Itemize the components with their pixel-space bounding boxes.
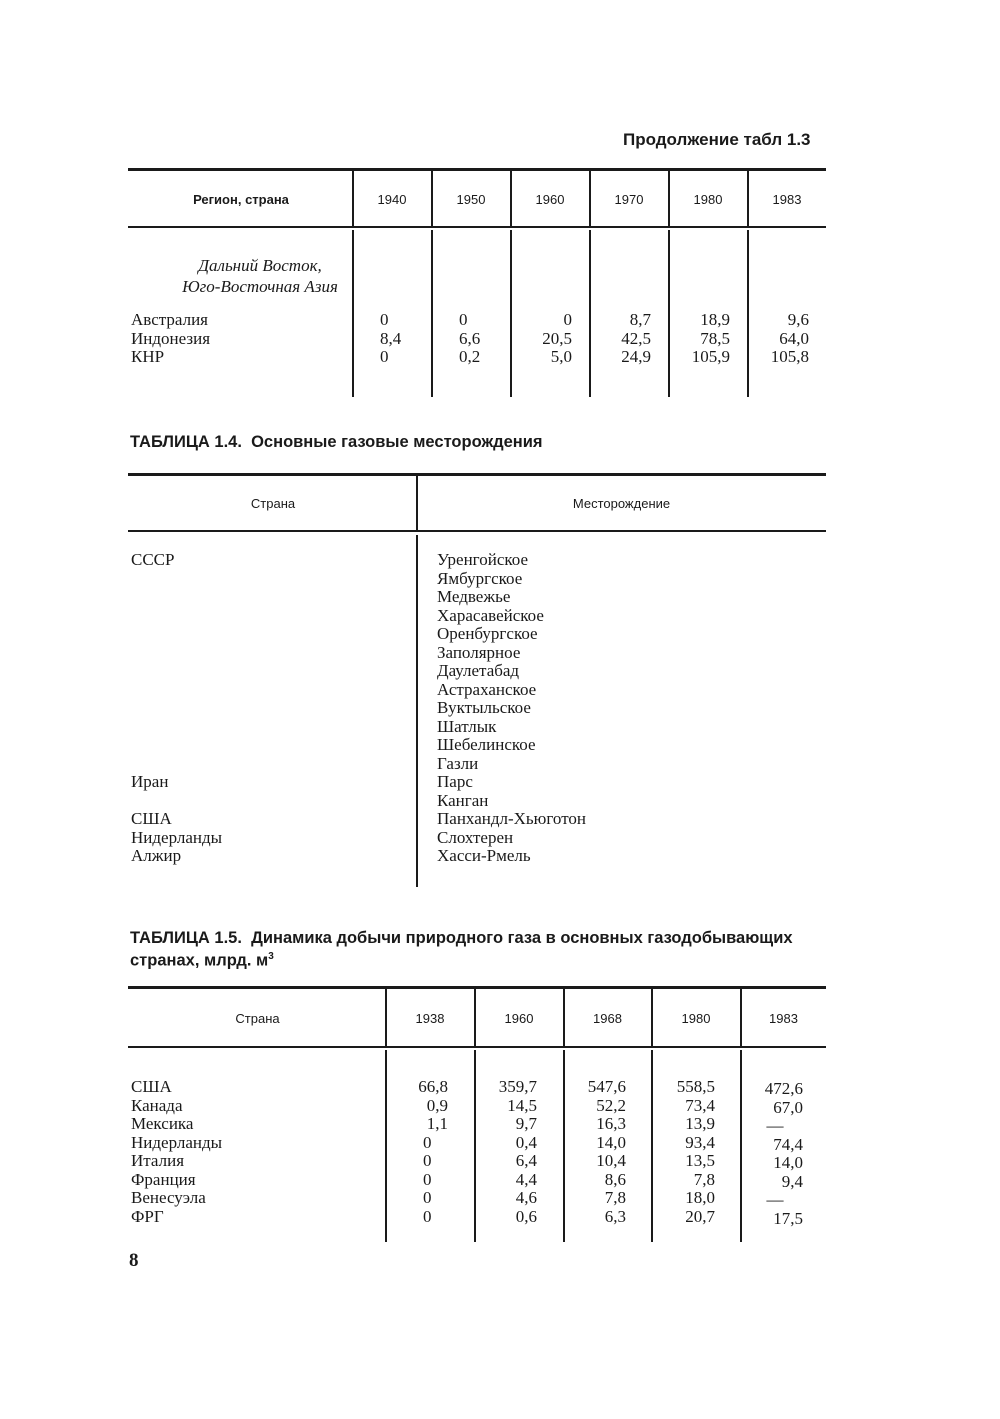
table14-vline (416, 535, 418, 887)
table14-country: США (131, 809, 172, 828)
table13-cell: 0 (380, 347, 389, 366)
table14-field: Даулетабад (437, 661, 520, 680)
table15-cell: 0,4 (515, 1132, 537, 1152)
table14-caption-label: ТАБЛИЦА 1.4. (130, 433, 242, 451)
table14-field: Оренбургское (437, 624, 538, 643)
table15-cell: 13,9 (685, 1114, 715, 1133)
continuation-note: Продолжение табл 1.3 (623, 130, 811, 149)
table15-cell: 73,4 (685, 1095, 715, 1115)
table14-top-rule (128, 473, 826, 476)
table15-country: США (131, 1077, 172, 1096)
table14-field: Канган (437, 790, 489, 810)
table14-field: Слохтерен (437, 827, 514, 847)
table15-cell: 0 (423, 1188, 432, 1207)
table14-field: Вуктыльское (437, 698, 531, 717)
table14-country: Иран (131, 772, 169, 791)
table15-header-year: 1968 (593, 1011, 622, 1026)
table13-cell: 64,0 (779, 328, 809, 348)
table15-cell: — (766, 1190, 784, 1209)
table15-cell: 0 (423, 1206, 432, 1226)
table13-header-year: 1960 (535, 192, 565, 207)
table13-cell: 8,7 (629, 310, 651, 329)
table15-caption-sup: 3 (268, 951, 274, 962)
table15-cell: 4,4 (515, 1169, 537, 1189)
table15-cell: 8,6 (604, 1169, 626, 1189)
table15-cell: 14,5 (507, 1095, 537, 1115)
table15-header-year: 1960 (504, 1011, 534, 1026)
table13-cell: 105,9 (691, 347, 730, 366)
table15-cell: 17,5 (773, 1208, 803, 1228)
table15-top-rule (128, 986, 826, 989)
table14-caption-text: Основные газовые месторождения (251, 433, 543, 451)
table13-cell: 78,5 (700, 328, 730, 348)
table15-cell: 558,5 (676, 1077, 715, 1096)
table13-cell: 8,4 (380, 328, 402, 348)
table13-header-rule (128, 226, 826, 228)
table15-cell: 13,5 (685, 1151, 715, 1170)
page-number: 8 (129, 1250, 139, 1271)
table14-field: Газли (437, 753, 479, 773)
table15-cell: 0,9 (426, 1095, 448, 1115)
table14-country: Алжир (131, 846, 182, 865)
table15-cell: 472,6 (764, 1079, 803, 1098)
table15-cell: 66,8 (418, 1077, 448, 1096)
table15-cell: 1,1 (426, 1114, 448, 1133)
table15-cell: 93,4 (685, 1132, 715, 1152)
table13-cell: 6,6 (459, 328, 481, 348)
table15-cell: 0 (423, 1132, 432, 1152)
table13-cell: 24,9 (621, 347, 651, 366)
table15-country: ФРГ (131, 1206, 164, 1226)
table14-field: Шебелинское (437, 735, 536, 754)
table13-top-rule (128, 168, 826, 171)
table15-cell: 7,8 (604, 1188, 626, 1207)
table14-field: Парс (437, 772, 473, 791)
table14-header-rule (128, 530, 826, 532)
table15-cell: 0 (423, 1151, 432, 1170)
table15-cell: 14,0 (773, 1153, 803, 1172)
table14-country: СССР (131, 550, 175, 569)
table13-header-region: Регион, страна (193, 192, 289, 207)
table13-header-year: 1950 (456, 192, 486, 207)
table13-country: Австралия (131, 310, 208, 329)
table13-header-year: 1940 (377, 192, 407, 207)
table15-cell: 74,4 (773, 1134, 803, 1154)
table13-country: КНР (131, 347, 165, 366)
table14-field: Медвежье (437, 587, 511, 606)
table13-cell: 0 (459, 310, 468, 329)
table14-field: Астраханское (437, 679, 537, 699)
table15-cell: 4,6 (515, 1188, 537, 1207)
table15-cell: 0 (423, 1169, 432, 1189)
table15-cell: 9,7 (515, 1114, 537, 1133)
table15-header-year: 1983 (769, 1011, 798, 1026)
table13-vline (431, 230, 433, 397)
table15-caption (130, 928, 793, 948)
table15-cell: 16,3 (596, 1114, 626, 1133)
table15-header-country: Страна (235, 1011, 280, 1026)
table13-region-line1: Дальний Восток, (198, 256, 322, 275)
table13-cell: 0 (380, 310, 389, 329)
table14-caption (130, 432, 543, 452)
table14-country: Нидерланды (131, 828, 223, 847)
table13-cell: 20,5 (542, 328, 572, 348)
table14-field: Уренгойское (437, 550, 529, 569)
table15-cell: 6,4 (515, 1151, 537, 1170)
table15-country: Мексика (131, 1114, 194, 1133)
table15-header-rule (128, 1046, 826, 1048)
table15-country: Франция (131, 1169, 196, 1189)
table15-cell: 359,7 (498, 1077, 537, 1096)
table15-country: Венесуэла (131, 1188, 206, 1207)
table14-field: Харасавейское (437, 605, 544, 625)
table13-cell: 9,6 (787, 310, 809, 329)
table13-country: Индонезия (131, 328, 211, 348)
table13-header-year: 1970 (614, 192, 644, 207)
table15-cell: 6,3 (604, 1206, 626, 1226)
table13-cell: 105,8 (770, 347, 809, 366)
table13-header-year: 1980 (693, 192, 723, 207)
table15-cell: 20,7 (685, 1206, 715, 1226)
table15-cell: — (766, 1116, 784, 1135)
table14-field-list (437, 551, 586, 866)
table15-header-year: 1938 (415, 1011, 445, 1026)
table15-header-year: 1980 (681, 1011, 711, 1026)
table14-header-field: Месторождение (572, 496, 671, 511)
table13-cell: 42,5 (621, 328, 651, 348)
table13-header-year: 1983 (772, 192, 802, 207)
table14-field: Заполярное (437, 642, 521, 662)
table15-country: Канада (131, 1095, 183, 1115)
table15-cell: 7,8 (693, 1169, 715, 1189)
table14-field: Хасси-Рмель (437, 846, 531, 865)
table15-cell: 9,4 (781, 1171, 803, 1191)
table14-field: Ямбургское (437, 568, 523, 588)
table15-cell: 0,6 (515, 1206, 537, 1226)
table13-region-line2: Юго-Восточная Азия (182, 277, 338, 296)
table15-cell: 67,0 (773, 1097, 803, 1117)
table15-caption-line2 (130, 947, 274, 971)
table14-field: Панхандл-Хьюготон (437, 809, 586, 828)
table14-field: Шатлык (437, 716, 497, 736)
table15-caption-text: Динамика добычи природного газа в основных газодобывающих (251, 929, 793, 947)
table15-cell: 52,2 (596, 1095, 626, 1115)
table13-cell: 18,9 (700, 310, 730, 329)
table15-caption-units: странах, млрд. м (130, 951, 269, 970)
table14-header-country: Страна (250, 496, 296, 511)
table13-cell: 5,0 (550, 347, 572, 366)
table13-cell: 0 (563, 310, 572, 329)
table15-cell: 18,0 (685, 1188, 715, 1207)
table15-cell: 14,0 (596, 1132, 626, 1152)
table13-cell: 0,2 (459, 347, 481, 366)
table15-country: Италия (131, 1151, 185, 1170)
table15-cell: 547,6 (587, 1077, 626, 1096)
table15-cell: 10,4 (596, 1151, 626, 1170)
table15-country: Нидерланды (131, 1132, 223, 1152)
table15-caption-label: ТАБЛИЦА 1.5. (130, 929, 242, 947)
